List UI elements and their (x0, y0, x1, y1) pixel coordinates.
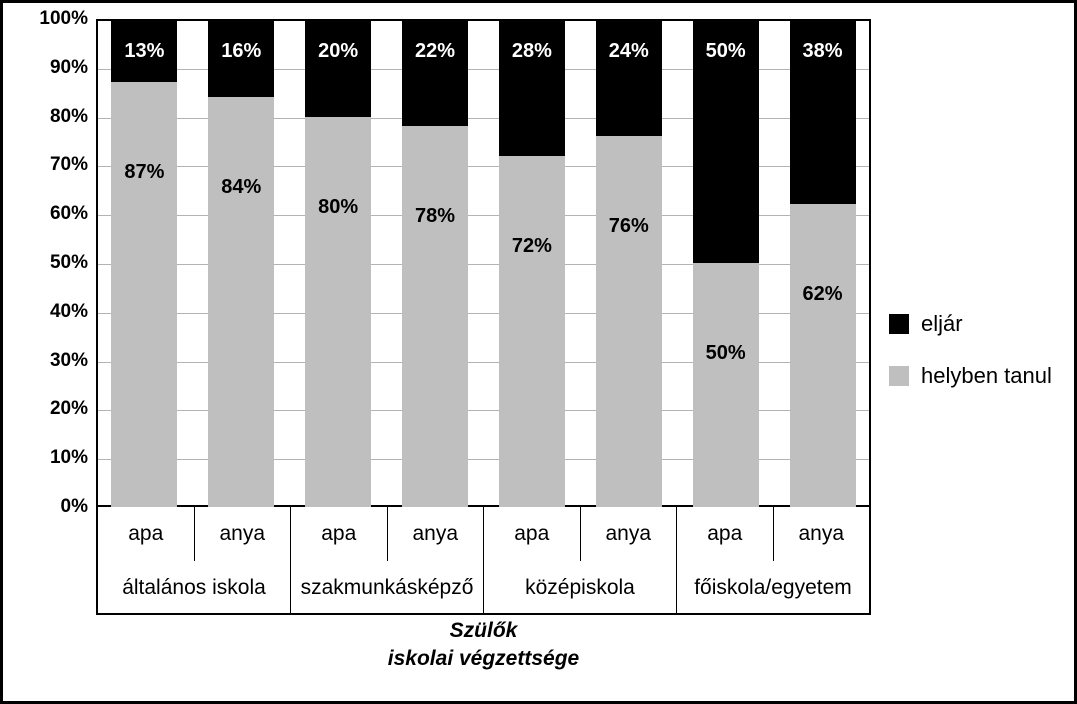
bar-group (580, 19, 677, 507)
bar-label-helyben-tanul: 72% (511, 234, 552, 257)
y-axis-tick-label: 60% (49, 203, 88, 225)
y-axis-tick-label: 20% (49, 398, 88, 420)
legend-label: eljár (921, 311, 963, 336)
bar-segment-helyben-tanul[interactable] (596, 136, 662, 507)
bar-label-eljar: 22% (415, 40, 456, 62)
y-axis-tick-label: 50% (49, 252, 88, 273)
category-axis-row-parent (98, 507, 869, 561)
x-axis-title-line2: iskolai végzettsége (387, 647, 580, 671)
bar-segment-helyben-tanul[interactable] (499, 156, 565, 507)
legend-label: helyben tanul (921, 363, 1052, 388)
bar-label-eljar: 13% (124, 40, 165, 62)
bar-label-eljar: 24% (608, 40, 649, 62)
y-axis (3, 8, 96, 517)
category-label-education: szakmunkásképző (291, 561, 484, 615)
bar-segment-helyben-tanul[interactable] (208, 97, 274, 507)
legend (889, 311, 1069, 415)
bar-segment-helyben-tanul[interactable] (693, 263, 759, 507)
y-axis-tick-label: 70% (49, 154, 88, 176)
bar-group (774, 19, 871, 507)
bar-group (290, 19, 387, 507)
x-axis-title (96, 617, 871, 674)
y-axis-tick-label: 0% (60, 496, 88, 517)
legend-swatch (889, 366, 909, 386)
bar-label-eljar: 38% (802, 40, 843, 62)
legend-swatch (889, 314, 909, 334)
y-axis-tick-label: 90% (49, 56, 88, 78)
bar-segment-eljar[interactable] (402, 19, 468, 126)
y-axis-tick-label: 10% (49, 447, 88, 469)
bar-label-eljar: 50% (705, 40, 746, 62)
bar-label-helyben-tanul: 87% (124, 161, 165, 184)
bar-label-eljar: 28% (511, 40, 552, 62)
bar-group (96, 19, 193, 507)
x-axis-title-line1: Szülők (449, 619, 518, 642)
bar-segment-helyben-tanul[interactable] (305, 117, 371, 507)
bar-segment-helyben-tanul[interactable] (790, 204, 856, 507)
bar-segment-eljar[interactable] (596, 19, 662, 136)
bar-segment-helyben-tanul[interactable] (402, 126, 468, 507)
category-label-education: középiskola (484, 561, 677, 615)
bar-label-helyben-tanul: 76% (608, 215, 649, 238)
bar-group (484, 19, 581, 507)
y-axis-tick-label: 40% (49, 300, 88, 322)
bar-group (193, 19, 290, 507)
category-label-parent: apa (484, 507, 581, 561)
bar-label-helyben-tanul: 84% (221, 176, 262, 199)
bar-series-container (96, 19, 871, 507)
category-label-parent: anya (581, 507, 678, 561)
bar-label-helyben-tanul: 62% (802, 283, 843, 306)
bar-segment-helyben-tanul[interactable] (111, 82, 177, 507)
category-label-parent: apa (677, 507, 774, 561)
category-label-parent: apa (291, 507, 388, 561)
y-axis-tick-label: 30% (49, 349, 88, 371)
category-label-parent: anya (798, 522, 845, 545)
legend-item[interactable] (889, 311, 1069, 337)
bar-label-helyben-tanul: 80% (318, 195, 359, 218)
category-label-parent: anya (195, 507, 292, 561)
category-label-education: általános iskola (98, 561, 291, 615)
bar-group (387, 19, 484, 507)
bar-segment-eljar[interactable] (305, 19, 371, 117)
legend-item[interactable] (889, 363, 1069, 389)
bar-group (677, 19, 774, 507)
category-label-parent: apa (98, 507, 195, 561)
category-axis-row-education (98, 561, 869, 615)
category-axis (96, 507, 871, 615)
bar-label-helyben-tanul: 50% (705, 342, 746, 364)
y-axis-tick-label: 100% (39, 8, 88, 29)
y-axis-tick-label: 80% (49, 105, 88, 127)
bar-label-eljar: 20% (318, 40, 359, 62)
bar-label-helyben-tanul: 78% (415, 205, 456, 228)
category-label-education: főiskola/egyetem (694, 576, 852, 599)
bar-label-eljar: 16% (221, 40, 262, 62)
category-label-parent: anya (388, 507, 485, 561)
